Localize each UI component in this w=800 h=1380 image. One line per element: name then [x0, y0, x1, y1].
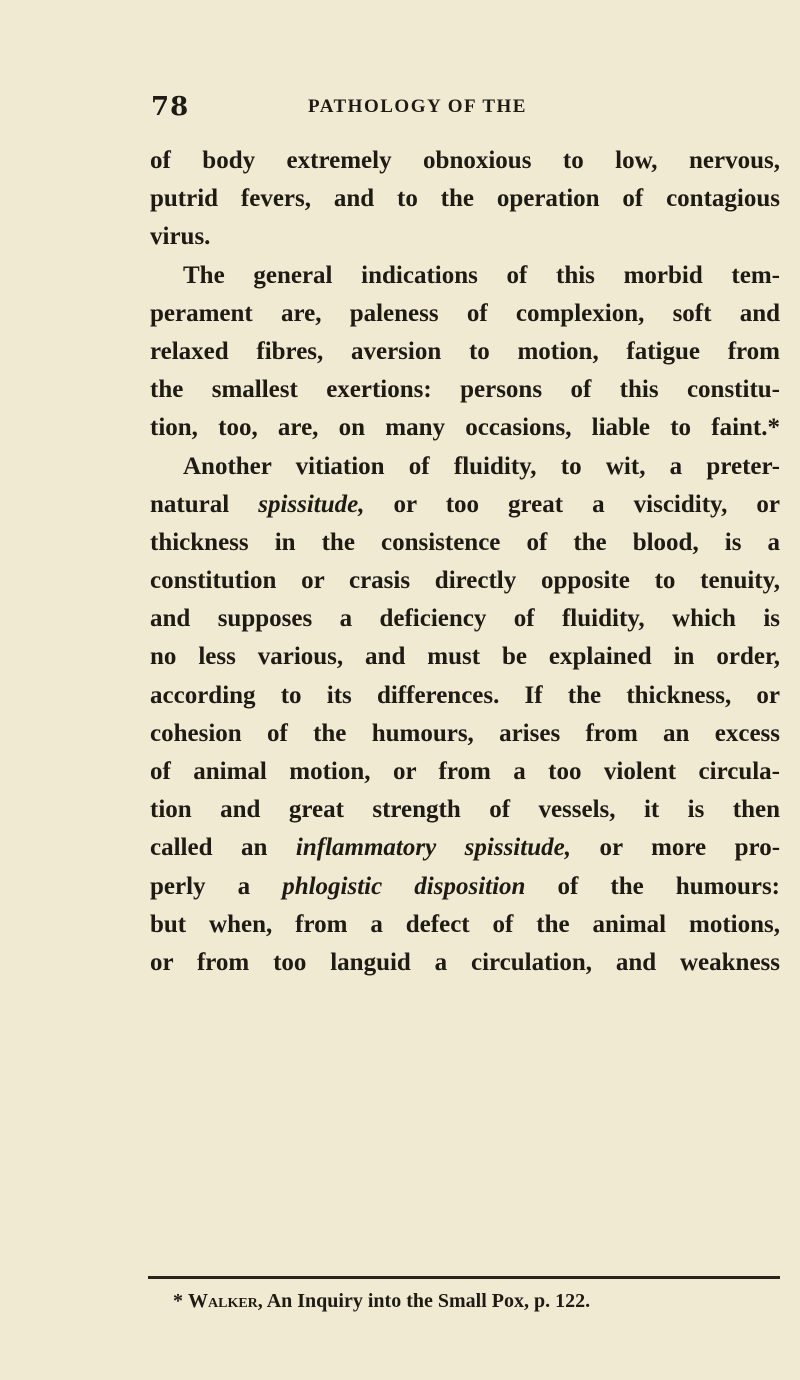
page-number: 78 — [151, 92, 190, 122]
text-line: of body extremely obnoxious to low, nervous, — [150, 147, 780, 174]
text-line — [150, 829, 780, 867]
footnote — [173, 1290, 590, 1313]
text-segment: natural — [150, 490, 230, 518]
footnote-author: Walker, — [188, 1290, 263, 1312]
text-line: virus. — [150, 223, 211, 251]
text-segment: of the humours: — [557, 872, 780, 900]
paragraph-start-line: The general indications of this morbid tem- — [183, 261, 780, 289]
text-segment: or more pro- — [599, 834, 781, 862]
body-text — [150, 142, 780, 982]
footnote-text: An Inquiry into the Small Pox, p. 122. — [266, 1290, 591, 1312]
text-line — [150, 868, 780, 906]
text-segment: called an — [150, 834, 268, 862]
text-segment: or too great a viscidity, or — [393, 490, 781, 518]
text-line — [150, 486, 780, 524]
running-head: PATHOLOGY OF THE — [308, 96, 527, 117]
text-line: cohesion of the humours, arises from an excess — [150, 719, 780, 747]
text-line: relaxed fibres, aversion to motion, fatigue from — [150, 337, 780, 365]
text-line: constitution or crasis directly opposite to tenuity, — [150, 567, 780, 595]
text-line: but when, from a defect of the animal motions, — [150, 910, 780, 938]
footnote-marker: * — [173, 1290, 183, 1312]
italic-term: phlogistic disposition — [282, 872, 526, 900]
text-line: of animal motion, or from a too violent circula- — [150, 758, 780, 785]
text-line: perament are, paleness of complexion, soft and — [150, 299, 780, 327]
text-line: tion and great strength of vessels, it is then — [150, 796, 780, 824]
text-line: thickness in the consistence of the blood, is a — [150, 528, 780, 556]
page-header — [151, 92, 751, 122]
text-line: the smallest exertions: persons of this constitu- — [150, 376, 780, 404]
text-line: or from too languid a circulation, and weakness — [150, 948, 780, 976]
text-line: no less various, and must be explained in order, — [150, 643, 780, 671]
italic-term: inflammatory spissitude, — [295, 834, 571, 862]
text-line: tion, too, are, on many occasions, liable to faint.* — [150, 414, 780, 442]
text-line: according to its differences. If the thickness, or — [150, 681, 780, 709]
text-segment: perly a — [150, 872, 251, 900]
italic-term: spissitude, — [258, 490, 365, 518]
text-line: putrid fevers, and to the operation of contagious — [150, 185, 780, 213]
paragraph-start-line: Another vitiation of fluidity, to wit, a preter- — [183, 452, 780, 480]
text-line: and supposes a deficiency of fluidity, which is — [150, 605, 780, 633]
footnote-divider — [148, 1276, 780, 1279]
